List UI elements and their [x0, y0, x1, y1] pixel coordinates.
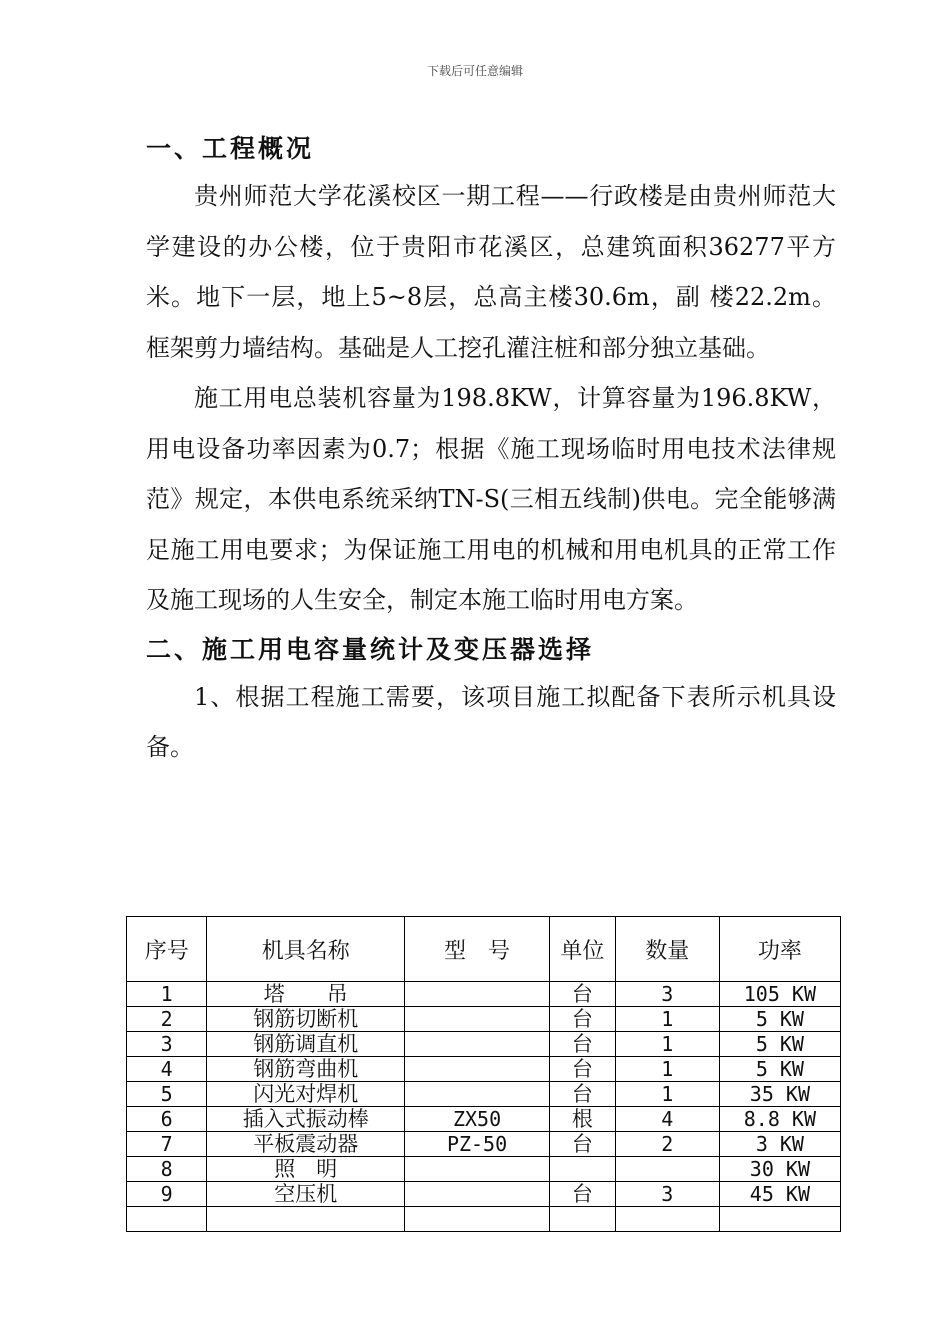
- cell-unit: [550, 1207, 616, 1232]
- header-unit: 单位: [550, 917, 616, 982]
- watermark: 下载后可任意编辑: [426, 64, 523, 78]
- cell-model: [405, 1207, 550, 1232]
- table-row: [127, 1082, 841, 1107]
- paragraph: 贵州师范大学花溪校区一期工程——行政楼是由贵州师范大学建设的办公楼，位于贵阳市花溪区，总建筑面积36277平方米。地下一层，地上5~8层，总高主楼30.6m，副 楼22.2m。框架剪力墙结构。基础是人工挖孔灌注桩和部分独立基础。: [146, 182, 836, 362]
- cell-power: 105 KW: [719, 982, 840, 1007]
- cell-unit: 台: [550, 1132, 616, 1157]
- cell-unit: 台: [550, 1057, 616, 1082]
- cell-unit: 台: [550, 1182, 616, 1207]
- cell-power: 45 KW: [719, 1182, 840, 1207]
- paragraph: 施工用电总装机容量为198.8KW，计算容量为196.8KW，用电设备功率因素为0.7；根据《施工现场临时用电技术法律规范》规定，本供电系统采纳TN-S(三相五线制)供电。完全能够满足施工用电要求；为保证施工用电的机械和用电机具的正常工作及施工现场的人生安全，制定本施工临时用电方案。: [146, 384, 836, 614]
- table-row: [127, 1007, 841, 1032]
- table-row: [127, 1182, 841, 1207]
- header-quantity: 数量: [615, 917, 719, 982]
- cell-model: [405, 1157, 550, 1182]
- cell-index: 1: [127, 982, 207, 1007]
- cell-model: [405, 1032, 550, 1057]
- cell-power: 3 KW: [719, 1132, 840, 1157]
- document-body: [146, 127, 836, 773]
- cell-model: PZ-50: [405, 1132, 550, 1157]
- cell-name: 钢筋切断机: [207, 1007, 405, 1032]
- cell-model: [405, 1182, 550, 1207]
- cell-quantity: [615, 1207, 719, 1232]
- section-heading-overview: 一、工程概况: [146, 134, 315, 163]
- header-model: 型 号: [405, 917, 550, 982]
- cell-power: 8.8 KW: [719, 1107, 840, 1132]
- cell-quantity: 1: [615, 1082, 719, 1107]
- cell-index: 9: [127, 1182, 207, 1207]
- cell-quantity: [615, 1157, 719, 1182]
- cell-unit: 根: [550, 1107, 616, 1132]
- table-row: [127, 1207, 841, 1232]
- cell-power: [719, 1207, 840, 1232]
- cell-model: ZX50: [405, 1107, 550, 1132]
- cell-power: 5 KW: [719, 1007, 840, 1032]
- cell-name: 平板震动器: [207, 1132, 405, 1157]
- cell-quantity: 1: [615, 1057, 719, 1082]
- cell-quantity: 3: [615, 1182, 719, 1207]
- cell-quantity: 1: [615, 1032, 719, 1057]
- cell-unit: 台: [550, 1007, 616, 1032]
- table-row: [127, 1057, 841, 1082]
- cell-unit: 台: [550, 1082, 616, 1107]
- cell-quantity: 1: [615, 1007, 719, 1032]
- cell-power: 5 KW: [719, 1032, 840, 1057]
- cell-index: 8: [127, 1157, 207, 1182]
- cell-name: 塔 吊: [207, 982, 405, 1007]
- cell-name: 闪光对焊机: [207, 1082, 405, 1107]
- cell-name: [207, 1207, 405, 1232]
- section-heading-power: 二、施工用电容量统计及变压器选择: [146, 634, 595, 664]
- header-power: 功率: [719, 917, 840, 982]
- header-index: 序号: [127, 917, 207, 982]
- cell-name: 钢筋弯曲机: [207, 1057, 405, 1082]
- header-name: 机具名称: [207, 917, 405, 982]
- cell-power: 35 KW: [719, 1082, 840, 1107]
- table-row: [127, 1032, 841, 1057]
- cell-unit: 台: [550, 982, 616, 1007]
- table-row: [127, 1157, 841, 1182]
- cell-name: 照 明: [207, 1157, 405, 1182]
- cell-power: 5 KW: [719, 1057, 840, 1082]
- cell-power: 30 KW: [719, 1157, 840, 1182]
- table-row: [127, 1132, 841, 1157]
- cell-name: 空压机: [207, 1182, 405, 1207]
- cell-model: [405, 1007, 550, 1032]
- cell-quantity: 2: [615, 1132, 719, 1157]
- cell-index: 4: [127, 1057, 207, 1082]
- cell-unit: 台: [550, 1032, 616, 1057]
- cell-index: 7: [127, 1132, 207, 1157]
- equipment-table: [126, 916, 841, 1232]
- table-row: [127, 1107, 841, 1132]
- cell-quantity: 4: [615, 1107, 719, 1132]
- table-row: [127, 982, 841, 1007]
- table-header-row: [127, 917, 841, 982]
- paragraph: 1、根据工程施工需要，该项目施工拟配备下表所示机具设备。: [146, 682, 836, 761]
- cell-index: 6: [127, 1107, 207, 1132]
- cell-model: [405, 1057, 550, 1082]
- cell-model: [405, 1082, 550, 1107]
- cell-index: [127, 1207, 207, 1232]
- cell-name: 插入式振动棒: [207, 1107, 405, 1132]
- cell-quantity: 3: [615, 982, 719, 1007]
- cell-unit: [550, 1157, 616, 1182]
- cell-index: 2: [127, 1007, 207, 1032]
- cell-model: [405, 982, 550, 1007]
- cell-index: 3: [127, 1032, 207, 1057]
- cell-index: 5: [127, 1082, 207, 1107]
- cell-name: 钢筋调直机: [207, 1032, 405, 1057]
